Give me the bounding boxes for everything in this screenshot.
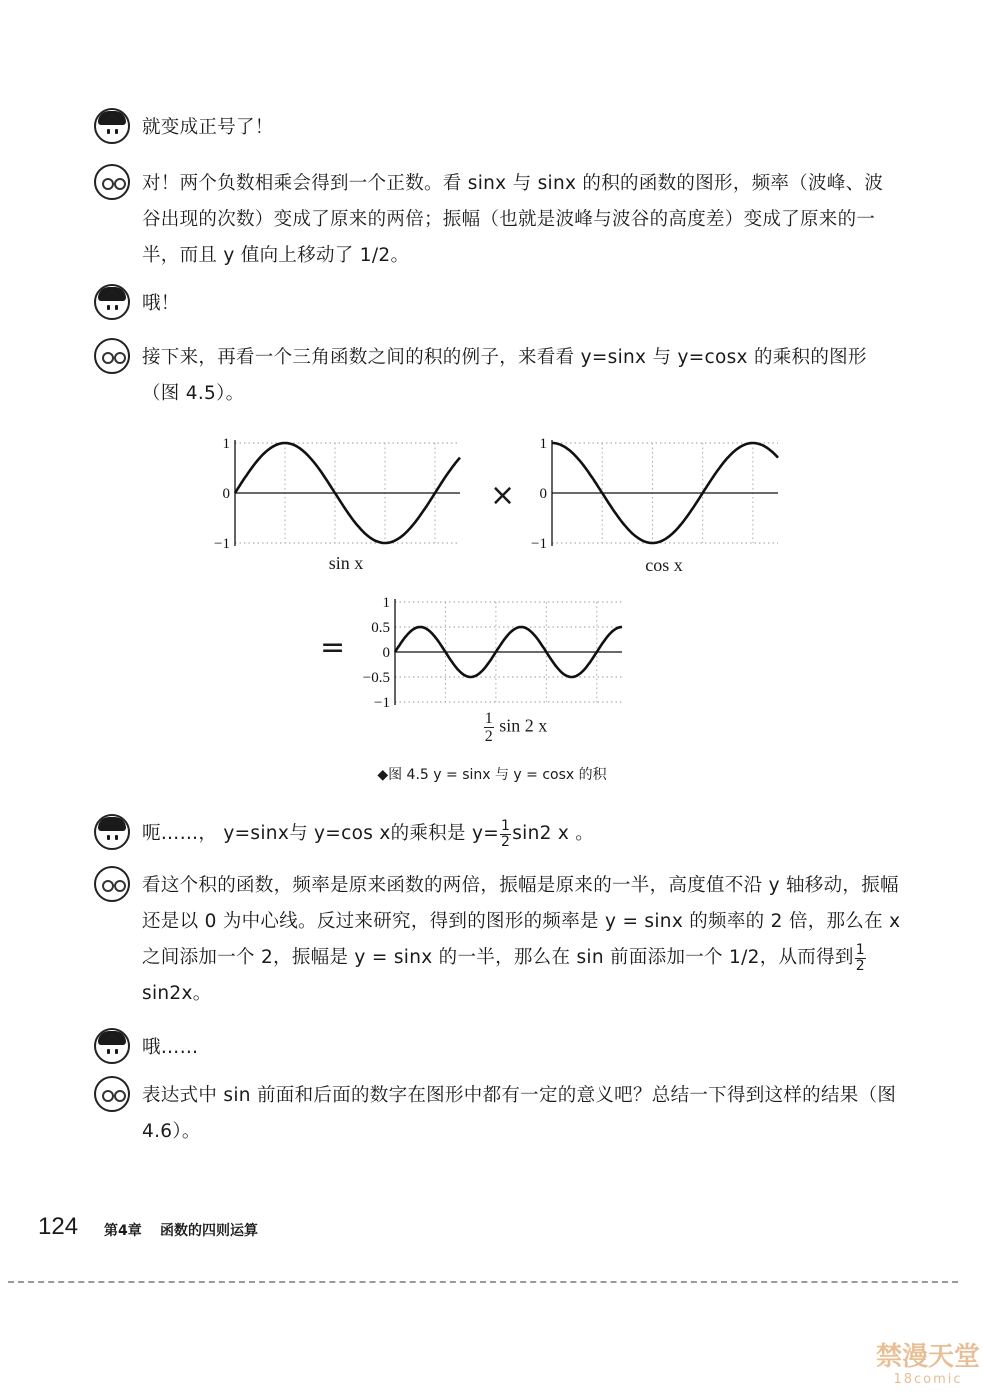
chapter-title: 函数的四则运算: [160, 1223, 258, 1239]
dialog-text: [142, 868, 902, 1012]
dialog-text-before: 呃……， y=sinx与 y=cos x的乘积是 y=: [142, 823, 499, 844]
figure-caption: ◆图 4.5 y = sinx 与 y = cosx 的积: [377, 767, 607, 783]
dialog-text-before: 看这个积的函数，频率是原来函数的两倍，振幅是原来的一半，高度值不沿 y 轴移动，振幅还是以 0 为中心线。反过来研究，得到的图形的频率是 y = sinx 的频率的 2 倍，那么在 x 之间添加一个 2，振幅是 y = sinx 的一半，那么在 sin 前面添加一个 1/2，从而得到: [142, 875, 901, 968]
page-number: 124: [38, 1213, 79, 1240]
chart-label-cos: cos x: [645, 555, 683, 575]
fraction-numerator: 1: [484, 710, 493, 727]
fraction: [500, 819, 511, 850]
times-operator: ×: [490, 478, 516, 513]
tick-label: −1: [214, 536, 230, 552]
tick-label: −1: [374, 695, 390, 711]
fraction-numerator: 1: [855, 941, 865, 958]
boy-avatar-icon: [94, 284, 130, 320]
dialog-text: 表达式中 sin 前面和后面的数字在图形中都有一定的意义吧？总结一下得到这样的结果（图 4.6）。: [142, 1085, 897, 1142]
tick-label: 0: [539, 486, 547, 502]
tick-label: 0.5: [371, 620, 390, 636]
fraction-denominator: 2: [484, 728, 493, 745]
dialog-text: 就变成正号了！: [142, 117, 274, 138]
boy-avatar-icon: [94, 1028, 130, 1064]
tick-label: 0: [222, 486, 230, 502]
chart-label-result: [460, 710, 570, 745]
tick-label: −0.5: [362, 670, 390, 686]
tick-label: 1: [539, 436, 547, 452]
fraction-denominator: 2: [501, 833, 511, 850]
dialog-text: 哦！: [142, 293, 180, 314]
equals-operator: =: [320, 630, 346, 665]
tick-label: −1: [531, 536, 547, 552]
watermark-cn: 禁漫天堂: [875, 1342, 980, 1372]
chapter-label: 第4章: [104, 1223, 142, 1239]
dialog-text: 哦……: [142, 1037, 199, 1058]
watermark-logo: [872, 1342, 984, 1392]
figure-4-5: [0, 420, 984, 760]
fraction: [855, 943, 866, 974]
fraction-numerator: 1: [501, 817, 511, 834]
footer-rule: [8, 1281, 958, 1283]
fraction-denominator: 2: [855, 957, 865, 974]
boy-avatar-icon: [94, 814, 130, 850]
dialog-text-after: sin2 x 。: [512, 823, 595, 844]
girl-avatar-icon: [94, 164, 130, 200]
dialog-text: [142, 816, 902, 852]
fraction: [484, 710, 494, 745]
tick-label: 1: [222, 436, 230, 452]
dialog-text: 接下来，再看一个三角函数之间的积的例子，来看看 y=sinx 与 y=cosx 的乘积的图形（图 4.5）。: [142, 347, 867, 404]
girl-avatar-icon: [94, 866, 130, 902]
chart-label-sin: sin x: [328, 553, 364, 573]
boy-avatar-icon: [94, 108, 130, 144]
watermark-en: 18comic: [893, 1372, 963, 1387]
girl-avatar-icon: [94, 338, 130, 374]
dialog-text-after: sin2x。: [142, 983, 212, 1004]
girl-avatar-icon: [94, 1076, 130, 1112]
tick-label: 1: [382, 595, 390, 611]
tick-label: 0: [382, 645, 390, 661]
result-function-label: sin 2 x: [499, 715, 548, 736]
dialog-text: 对！两个负数相乘会得到一个正数。看 sinx 与 sinx 的积的函数的图形，频率（波峰、波谷出现的次数）变成了原来的两倍；振幅（也就是波峰与波谷的高度差）变成了原来的一半，而且 y 值向上移动了 1/2。: [142, 173, 884, 266]
